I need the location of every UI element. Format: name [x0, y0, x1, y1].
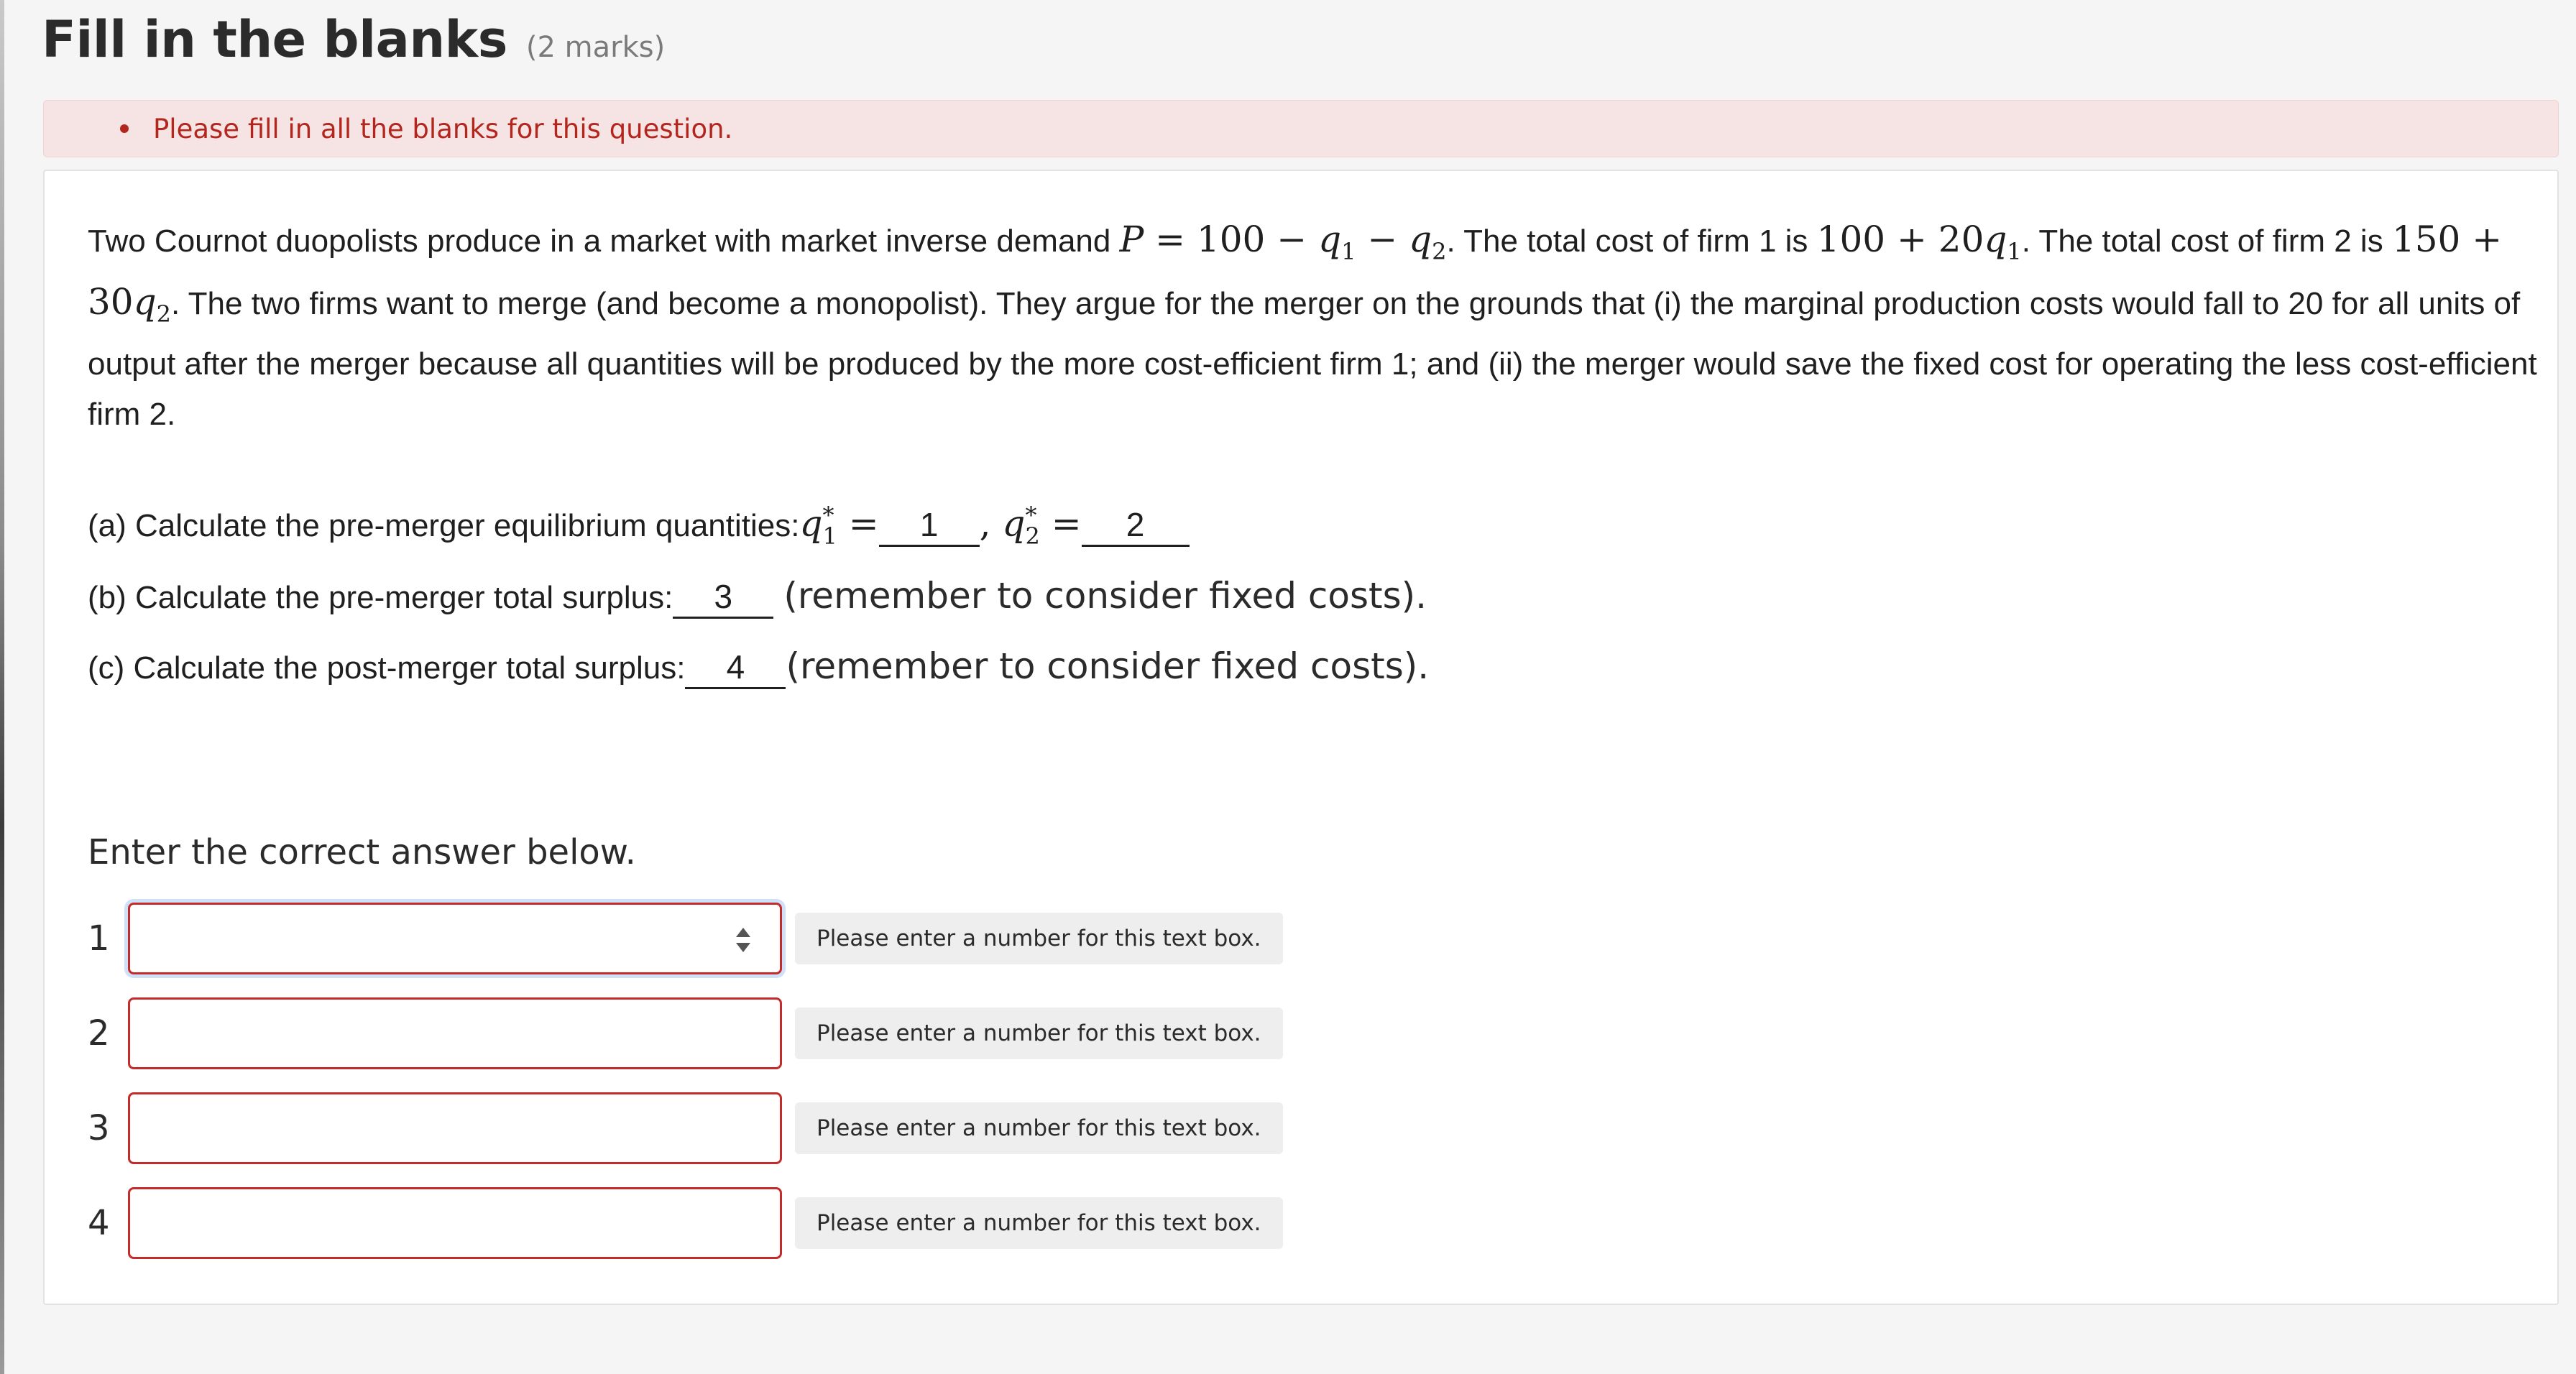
blank-3: 3 — [673, 576, 773, 619]
answer-number: 4 — [88, 1203, 110, 1243]
blank-2: 2 — [1082, 504, 1190, 547]
math-q2star: q — [1002, 502, 1026, 545]
page-header — [42, 10, 665, 89]
math-q1: q — [1318, 218, 1342, 260]
part-a-label: (a) Calculate the pre-merger equilibrium quantities: — [88, 507, 800, 543]
answer-number: 3 — [88, 1108, 110, 1148]
input-hint: Please enter a number for this text box. — [795, 1197, 1283, 1249]
page-title: Fill in the blanks — [42, 10, 507, 69]
part-a — [88, 502, 1190, 550]
part-c — [88, 645, 1429, 689]
math-cost1-q: q — [1984, 218, 2007, 260]
intro-text-4: . The two firms want to merge (and become a monopolist). They argue for the merger on the grounds that (i) the marginal production costs would fall to 20 for all units of output after the merger because all quantities will be produced by the more cost-efficient firm 1; and (ii) the merger would save the fixed cost for operating the less cost-efficient firm 2. — [88, 286, 2537, 432]
math-eq: = 100 − — [1144, 218, 1319, 260]
part-b — [88, 575, 1427, 619]
part-c-label: (c) Calculate the post-merger total surplus: — [88, 650, 686, 686]
cost-equation-firm1 — [1816, 218, 2022, 265]
answer-input-4[interactable] — [130, 1189, 780, 1257]
marks-label: (2 marks) — [525, 31, 666, 64]
answer-input-container — [128, 1187, 782, 1259]
answer-input-2[interactable] — [130, 1000, 780, 1067]
math-sub2: 2 — [1432, 238, 1447, 265]
blank-4: 4 — [685, 647, 786, 689]
math-q2: q — [1409, 218, 1432, 260]
number-spinner-icon[interactable] — [734, 923, 753, 956]
window-edge — [0, 0, 4, 1374]
math-star1: * — [822, 502, 834, 529]
math-star2: * — [1025, 502, 1037, 529]
intro-text-3: . The total cost of firm 2 is — [2021, 223, 2392, 259]
answer-row-2 — [88, 996, 1283, 1071]
math-cost2-q: q — [133, 281, 157, 323]
part-a-q2 — [980, 502, 1082, 550]
answer-input-container — [128, 1092, 782, 1164]
math-comma: , — [979, 502, 1003, 545]
answer-input-3[interactable] — [130, 1094, 780, 1162]
alert-message: Please fill in all the blanks for this question. — [153, 113, 733, 144]
math-eq-a1: = — [837, 502, 879, 545]
answer-number: 2 — [88, 1013, 110, 1053]
math-sub-a2: 2 — [1025, 522, 1040, 550]
input-hint: Please enter a number for this text box. — [795, 1008, 1283, 1059]
math-p: P — [1119, 218, 1144, 260]
demand-equation — [1119, 218, 1447, 265]
intro-text-2: . The total cost of firm 1 is — [1446, 223, 1817, 259]
answer-row-4 — [88, 1186, 1283, 1260]
input-hint: Please enter a number for this text box. — [795, 913, 1283, 964]
blank-1: 1 — [879, 504, 980, 547]
input-hint: Please enter a number for this text box. — [795, 1102, 1283, 1154]
answer-row-3 — [88, 1091, 1283, 1166]
answers-label: Enter the correct answer below. — [88, 832, 636, 872]
math-sub-a1: 1 — [822, 522, 837, 550]
answer-input-1[interactable] — [130, 905, 780, 972]
intro-text-1: Two Cournot duopolists produce in a market with market inverse demand — [88, 223, 1120, 259]
math-minus: − — [1356, 218, 1409, 260]
answer-number: 1 — [88, 918, 110, 959]
math-sub1: 1 — [1341, 238, 1356, 265]
answer-row-1 — [88, 901, 1283, 976]
bullet-icon — [120, 124, 129, 133]
math-cost2-sub: 2 — [156, 300, 171, 328]
part-a-q1 — [799, 502, 878, 550]
math-cost1-sub: 1 — [2007, 238, 2022, 265]
error-alert — [43, 100, 2559, 157]
math-eq-a2: = — [1039, 502, 1082, 545]
part-c-suffix: (remember to consider fixed costs). — [786, 645, 1430, 687]
answer-input-container — [128, 997, 782, 1069]
part-b-suffix: (remember to consider fixed costs). — [783, 575, 1427, 617]
question-card — [43, 170, 2559, 1305]
answer-input-container — [128, 903, 782, 974]
math-cost2-pre: 150 + 30 — [88, 218, 2503, 323]
part-b-label: (b) Calculate the pre-merger total surplus: — [88, 580, 673, 615]
question-text — [88, 214, 2546, 440]
math-cost1-pre: 100 + 20 — [1816, 218, 1984, 260]
math-q1star: q — [799, 502, 823, 545]
